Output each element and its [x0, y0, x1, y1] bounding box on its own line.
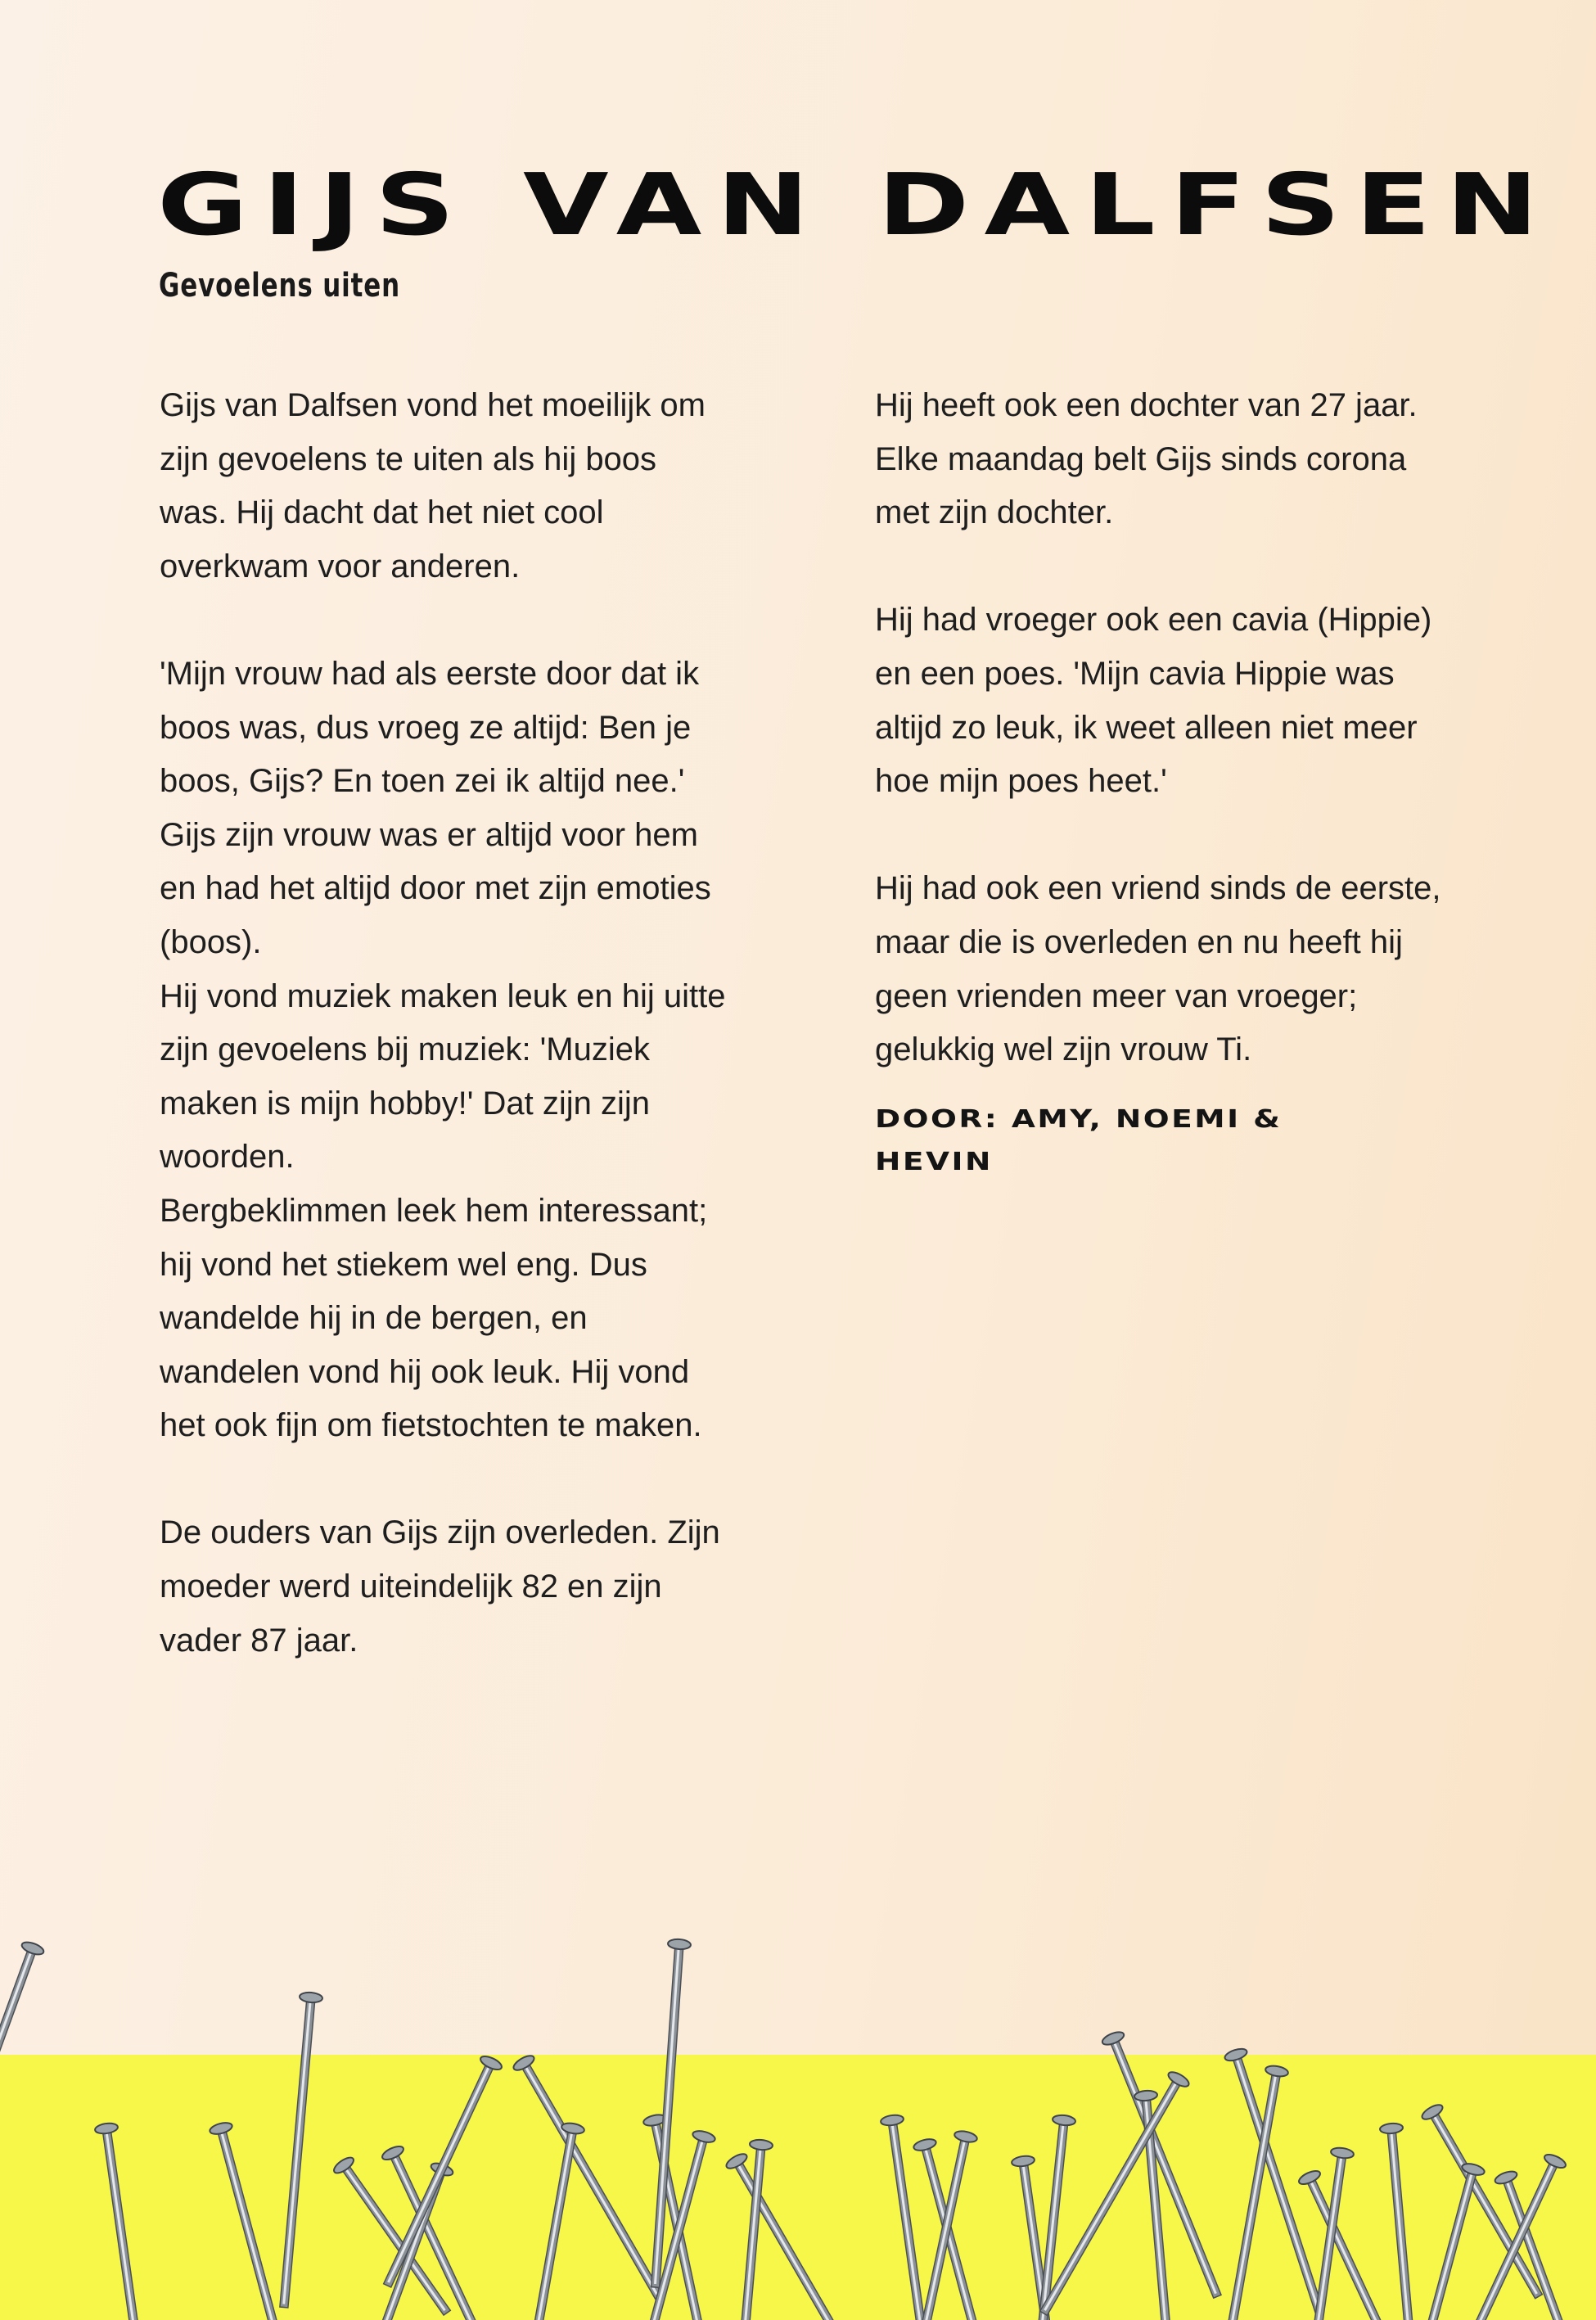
paragraph: Bergbeklimmen leek hem interessant; hij vond het stiekem wel eng. Dus wandelde hij in de bergen, en wandelen vond hij ook leuk. Hij vond het ook fijn om fietstochten te maken.: [160, 1192, 708, 1444]
paragraph: Hij had ook een vriend sinds de eerste, maar die is overleden en nu heeft hij geen vrienden meer van vroeger; gelukkig wel zijn vrouw Ti.: [875, 870, 1441, 1068]
byline: DOOR: AMY, NOEMI & HEVIN: [875, 1104, 1283, 1176]
paragraph: Hij vond muziek maken leuk en hij uitte zijn gevoelens bij muziek: 'Muziek maken is mijn hobby!' Dat zijn zijn woorden.: [160, 977, 726, 1176]
paragraph: Hij had vroeger ook een cavia (Hippie) en een poes. 'Mijn cavia Hippie was altijd zo leuk, ik weet alleen niet meer hoe mijn poes heet.': [875, 602, 1432, 800]
page-title: GIJS VAN DALFSEN: [157, 155, 1553, 255]
paragraph: De ouders van Gijs zijn overleden. Zijn moeder werd uiteindelijk 82 en zijn vader 87 jaar.: [160, 1514, 720, 1659]
paragraph: 'Mijn vrouw had als eerste door dat ik boos was, dus vroeg ze altijd: Ben je boos, Gijs? En toen zei ik altijd nee.' Gijs zijn vrouw was er altijd voor hem en had het altijd door met zijn emoties (boos).: [160, 655, 711, 960]
page-subtitle: Gevoelens uiten: [159, 267, 401, 305]
article-left-column: [160, 379, 733, 1722]
paragraph: Gijs van Dalfsen vond het moeilijk om zijn gevoelens te uiten als hij boos was. Hij dacht dat het niet cool overkwam voor anderen.: [160, 387, 706, 585]
paragraph: Hij heeft ook een dochter van 27 jaar. Elke maandag belt Gijs sinds corona met zijn dochter.: [875, 387, 1418, 531]
nails-illustration-icon: [0, 1932, 1596, 2320]
article-right-column: [875, 379, 1464, 1184]
nails-image: [0, 1932, 1596, 2320]
